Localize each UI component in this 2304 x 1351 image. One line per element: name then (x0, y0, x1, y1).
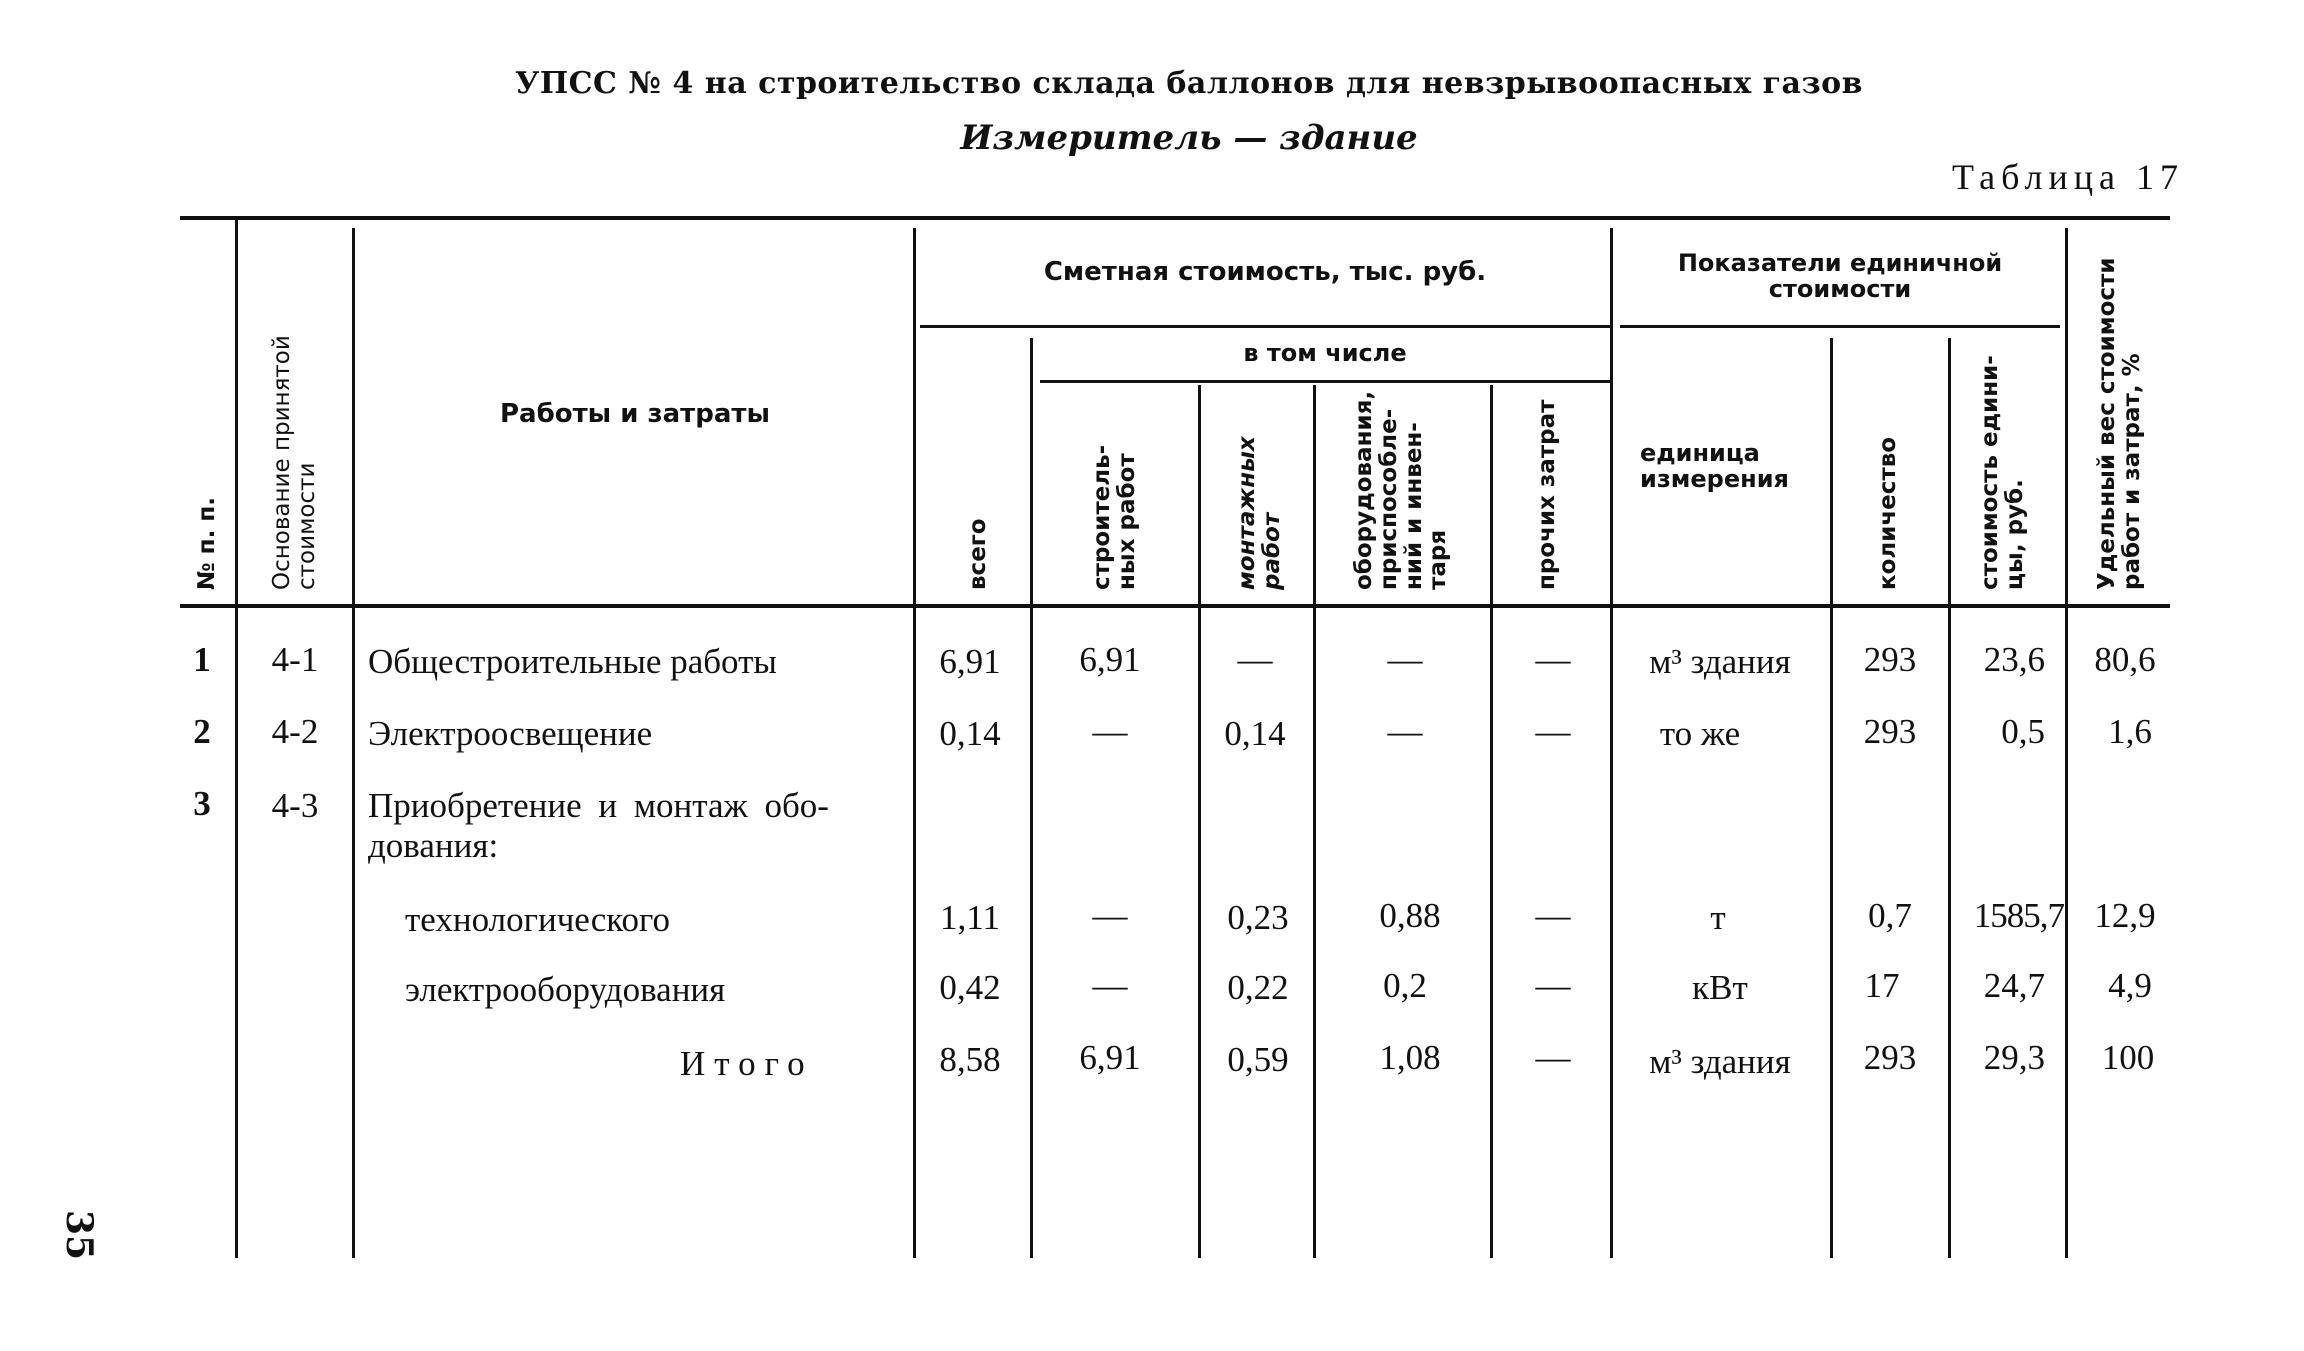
total-construction: 6,91 (1079, 1038, 1141, 1077)
header-works: Работы и затраты (500, 399, 770, 429)
total-quantity: 293 (1863, 1038, 1917, 1077)
row2-equipment: — (1387, 712, 1423, 751)
row2-share: 1,6 (2108, 712, 2152, 751)
total-unit-cost: 29,3 (1983, 1038, 2045, 1077)
row2-unit: то же (1659, 714, 1741, 753)
row1-quantity: 293 (1863, 640, 1917, 679)
row1-equipment: — (1387, 640, 1423, 679)
row2-installation: 0,14 (1224, 714, 1286, 753)
header-num: № п. п. (194, 497, 220, 590)
row3b-share: 4,9 (2108, 966, 2152, 1005)
including-group-rule (1040, 380, 1610, 383)
row3-name: Приобретение и монтаж обо- (368, 786, 829, 825)
row1-unit-cost: 23,6 (1983, 640, 2045, 679)
row2-other: — (1535, 712, 1571, 751)
col-line-9 (1830, 338, 1833, 1258)
col-line-2 (352, 228, 355, 1258)
row2-construction: — (1092, 712, 1128, 751)
header-equipment: оборудования, приспособле-ний и инвен-таря (1351, 390, 1452, 590)
row1-construction: 6,91 (1079, 640, 1141, 679)
header-installation: монтажных работ (1234, 436, 1285, 590)
row3a-construction: — (1092, 896, 1128, 935)
row3-basis: 4-3 (271, 786, 319, 825)
total-total: 8,58 (939, 1040, 1001, 1079)
row1-name: Общестроительные работы (368, 642, 777, 681)
table-subtitle: Измеритель — здание (960, 118, 1418, 158)
header-unit: единица измерения (1640, 439, 1789, 494)
header-unit-indicators: Показатели единичной стоимости (1677, 249, 2003, 304)
header-estimated-cost: Сметная стоимость, тыс. руб. (1043, 257, 1487, 287)
header-including: в том числе (1243, 339, 1407, 367)
total-equipment: 1,08 (1379, 1038, 1441, 1077)
total-label: Итого (680, 1044, 814, 1083)
row3a-unit: т (1710, 898, 1726, 937)
col-line-4 (1030, 338, 1033, 1258)
col-line-8 (1610, 228, 1613, 1258)
row3a-share: 12,9 (2094, 896, 2156, 935)
row3b-other: — (1535, 966, 1571, 1005)
row3a-name: технологического (405, 900, 670, 939)
row3b-unit-cost: 24,7 (1983, 966, 2045, 1005)
col-line-3 (913, 228, 916, 1258)
row2-quantity: 293 (1863, 712, 1917, 751)
total-installation: 0,59 (1227, 1040, 1289, 1079)
row3b-name: электрооборудования (405, 970, 726, 1009)
row3b-installation: 0,22 (1227, 968, 1289, 1007)
row2-num: 2 (193, 712, 211, 751)
total-other: — (1535, 1038, 1571, 1077)
row1-unit: м³ здания (1649, 642, 1791, 681)
row1-basis: 4-1 (271, 640, 319, 679)
cost-group-rule (920, 325, 1610, 328)
row3b-quantity: 17 (1864, 966, 1900, 1005)
row2-name: Электроосвещение (368, 714, 653, 753)
row3b-unit: кВт (1692, 968, 1748, 1007)
row3-num: 3 (193, 784, 211, 823)
header-construction: строитель-ных работ (1089, 444, 1140, 590)
page-number: 35 (58, 1210, 100, 1261)
total-unit: м³ здания (1649, 1042, 1791, 1081)
header-bottom-rule (180, 604, 2170, 608)
row2-total: 0,14 (939, 714, 1001, 753)
row3b-equipment: 0,2 (1383, 966, 1427, 1005)
row3a-quantity: 0,7 (1868, 896, 1912, 935)
row2-basis: 4-2 (271, 712, 319, 751)
row1-num: 1 (193, 640, 211, 679)
col-line-6 (1313, 385, 1316, 1258)
total-share: 100 (2101, 1038, 2155, 1077)
row2-unit-cost: 0,5 (2001, 712, 2045, 751)
row3-name-cont: дования: (368, 826, 499, 865)
col-line-1 (235, 218, 238, 1258)
table-top-rule (180, 216, 2170, 220)
header-unit-cost: стоимость едини-цы, руб. (1977, 355, 2028, 590)
col-line-11 (2065, 228, 2068, 1258)
row3b-construction: — (1092, 966, 1128, 1005)
col-line-7 (1490, 385, 1493, 1258)
col-line-10 (1948, 338, 1951, 1258)
table-title: УПСС № 4 на строительство склада баллонов для невзрывоопасных газов (515, 66, 1863, 101)
row3b-total: 0,42 (939, 968, 1001, 1007)
row1-share: 80,6 (2094, 640, 2156, 679)
header-basis: Основание принятой стоимости (269, 335, 320, 590)
col-line-5 (1198, 385, 1201, 1258)
header-total: всего (965, 518, 991, 590)
row1-total: 6,91 (939, 642, 1001, 681)
header-share: Удельный вес стоимости работ и затрат, % (2094, 257, 2145, 590)
row3a-installation: 0,23 (1227, 898, 1289, 937)
header-other: прочих затрат (1534, 399, 1560, 590)
row1-other: — (1535, 640, 1571, 679)
table-number: Таблица 17 (1952, 157, 2184, 197)
row3a-other: — (1535, 896, 1571, 935)
header-quantity: количество (1875, 436, 1901, 590)
row3a-equipment: 0,88 (1379, 896, 1441, 935)
row1-installation: — (1237, 640, 1273, 679)
row3a-total: 1,11 (940, 898, 1000, 937)
row3a-unit-cost: 1585,7 (1973, 896, 2064, 935)
